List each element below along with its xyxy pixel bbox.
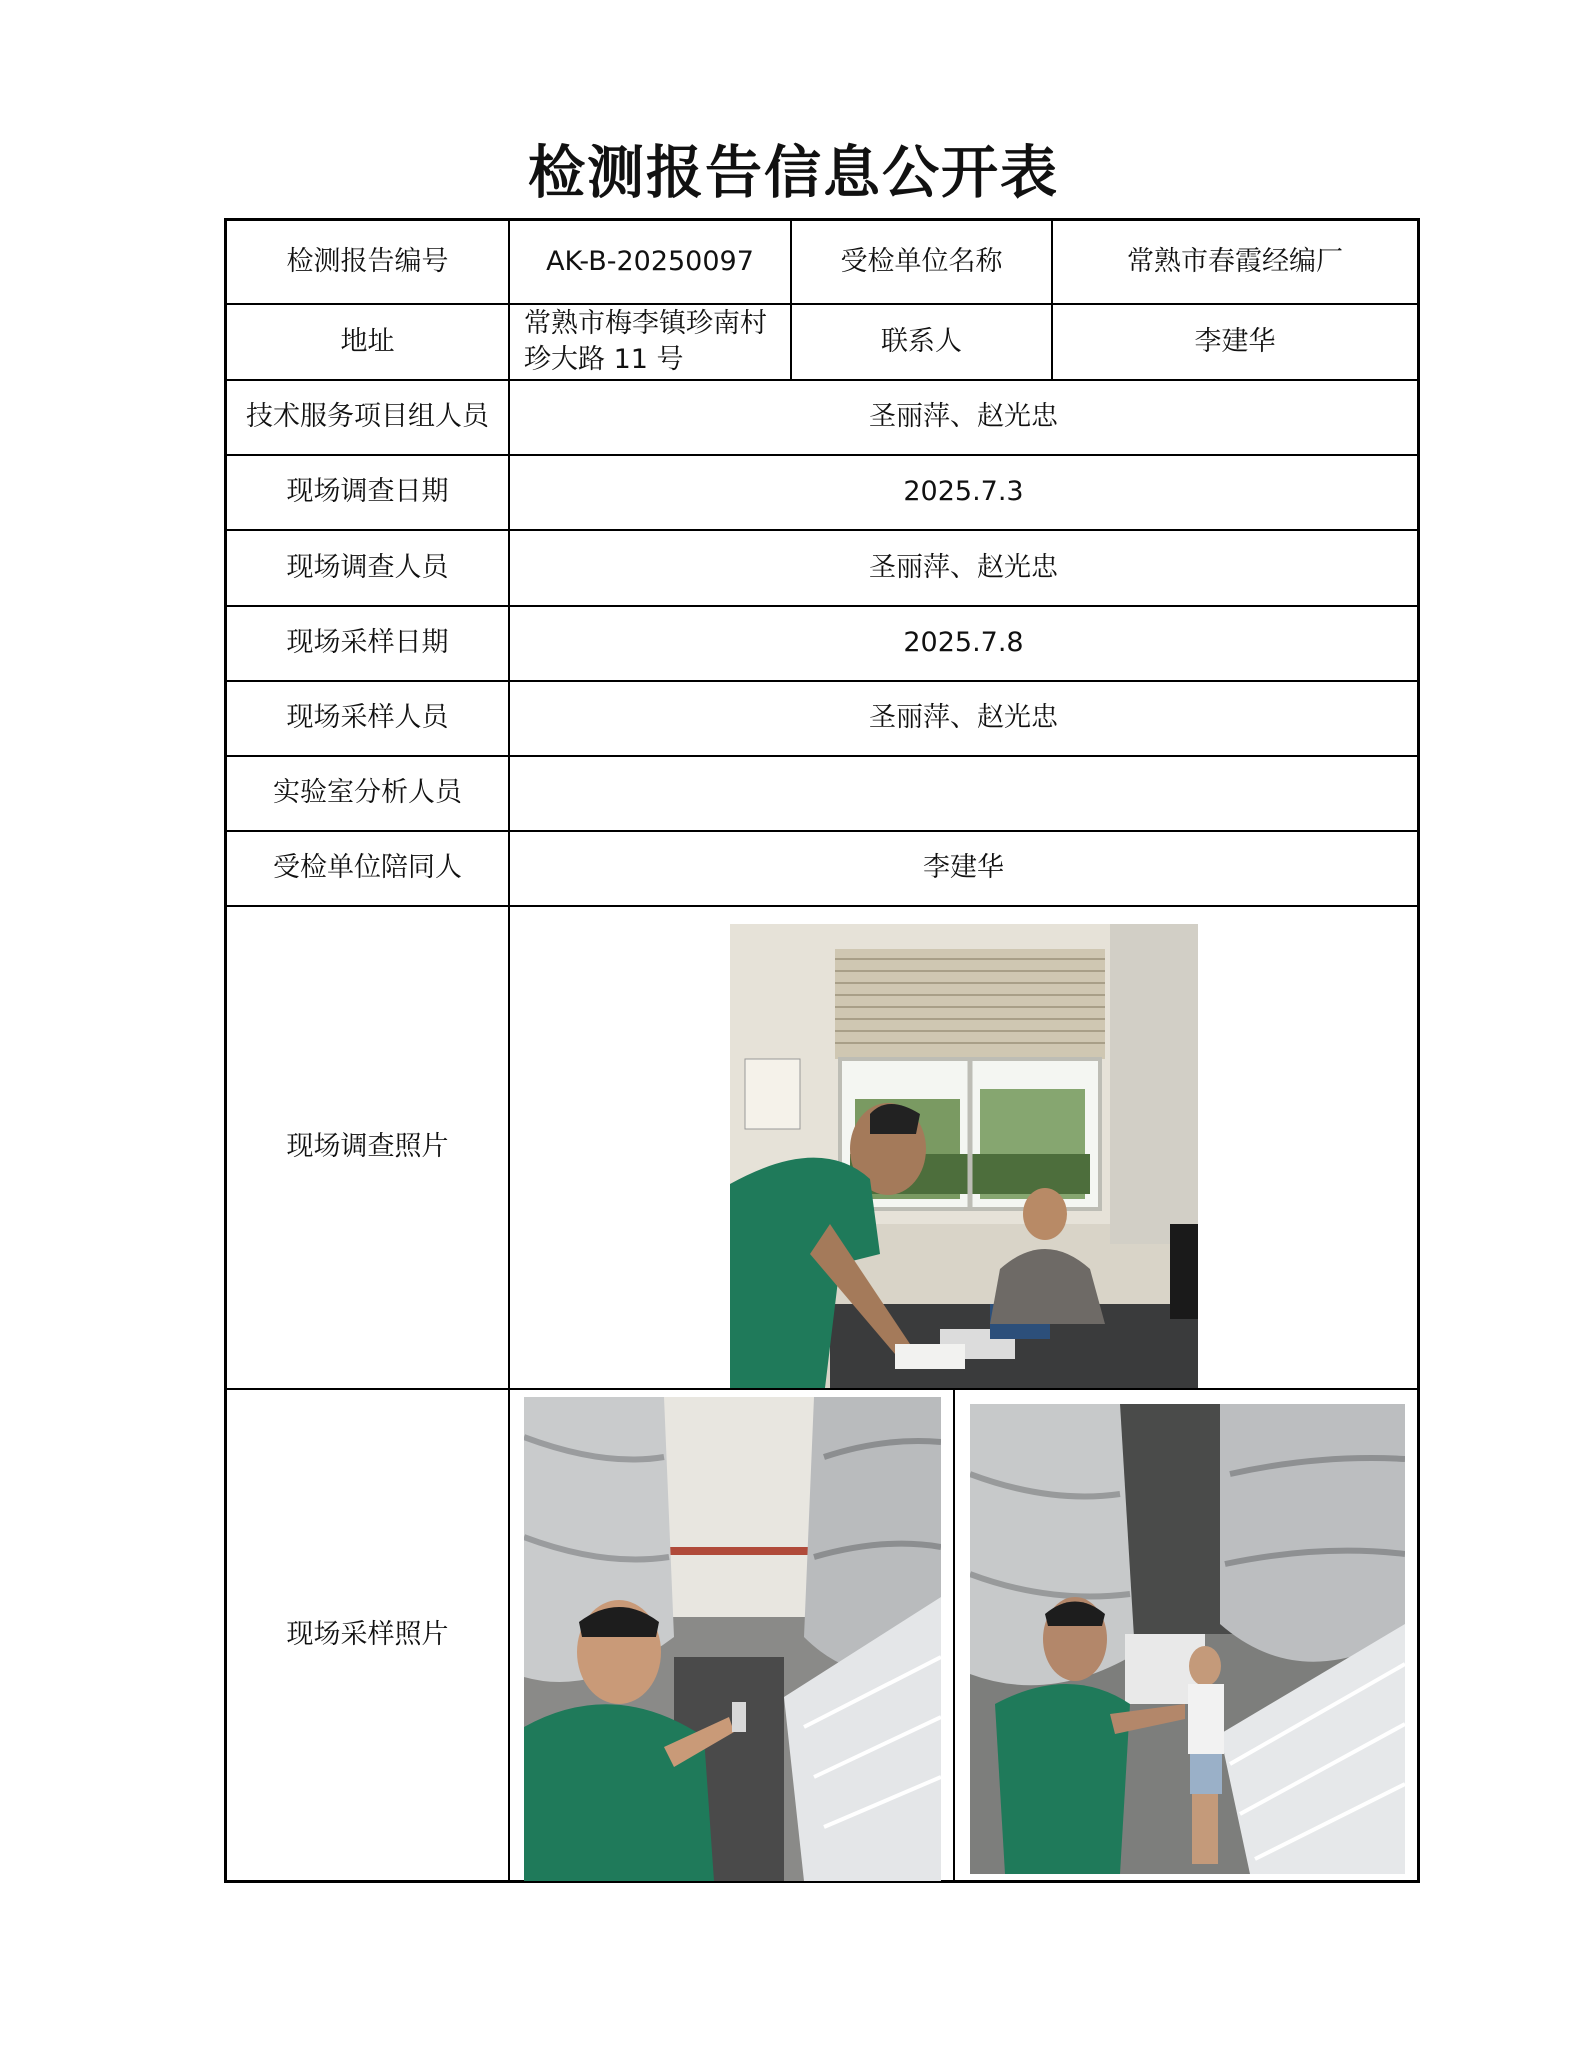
sampling-photo-1: [524, 1397, 941, 1881]
row-label: 现场采样日期: [286, 627, 449, 659]
page-title: 检测报告信息公开表: [528, 139, 1059, 206]
report-table: [224, 218, 1420, 1883]
row-value: 2025.7.8: [903, 627, 1024, 659]
contact-value: 李建华: [1194, 325, 1276, 357]
row-label: 实验室分析人员: [273, 777, 462, 809]
row-label: 受检单位陪同人: [273, 852, 462, 884]
row-value: 李建华: [923, 852, 1004, 884]
survey-photo: [730, 924, 1198, 1388]
unit-value: 常熟市春霞经编厂: [1127, 245, 1343, 277]
report-no-label: 检测报告编号: [286, 245, 449, 277]
row-value: 圣丽萍、赵光忠: [869, 551, 1058, 583]
sampling-photo-label: 现场采样照片: [286, 1619, 449, 1651]
address-label: 地址: [340, 325, 395, 357]
sampling-photo-2: [970, 1404, 1405, 1874]
address-value: 常熟市梅李镇珍南村珍大路 11 号: [524, 307, 767, 375]
contact-label: 联系人: [881, 325, 962, 357]
row-label: 现场调查日期: [286, 476, 449, 508]
row-value: [510, 757, 1417, 830]
row-label: 现场调查人员: [286, 551, 449, 583]
row-value: 圣丽萍、赵光忠: [869, 702, 1058, 734]
row-value: 2025.7.3: [903, 476, 1024, 508]
unit-label: 受检单位名称: [840, 245, 1003, 277]
row-value: 圣丽萍、赵光忠: [869, 401, 1058, 433]
row-label: 技术服务项目组人员: [246, 401, 489, 433]
survey-photo-label: 现场调查照片: [286, 1131, 449, 1163]
report-no-value: AK-B-20250097: [546, 245, 754, 277]
row-label: 现场采样人员: [286, 702, 449, 734]
